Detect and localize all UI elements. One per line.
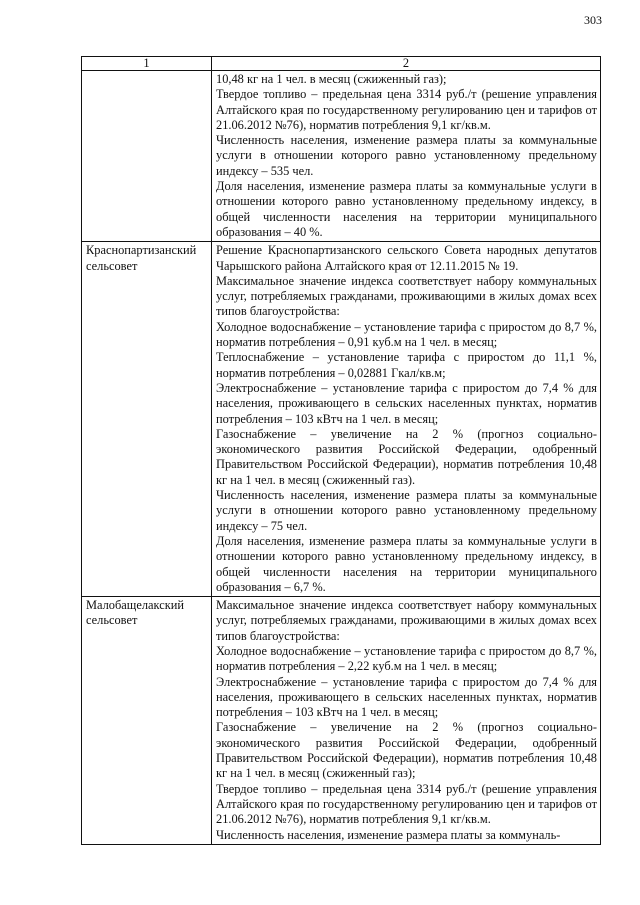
paragraph: Газоснабжение – увеличение на 2 % (прогноз социально-экономического развития Российской Федерации, одобренный Правительством Российской Федерации), норматив потребления 10,48 кг на 1 чел. в месяц (сжиженный газ).	[216, 426, 597, 487]
column-header-1: 1	[82, 57, 212, 71]
paragraph: Максимальное значение индекса соответствует набору коммунальных услуг, потребляемых гражданами, проживающими в жилых домах всех типов благоустройства:	[216, 273, 597, 319]
paragraph: Максимальное значение индекса соответствует набору коммунальных услуг, потребляемых гражданами, проживающими в жилых домах всех типов благоустройства:	[216, 598, 597, 643]
description-cell	[212, 597, 601, 845]
paragraph: Численность населения, изменение размера платы за коммунальные услуги в отношении которого равно установленному предельному индексу – 535 чел.	[216, 133, 597, 178]
paragraph: Теплоснабжение – установление тарифа с приростом до 11,1 %, норматив потребления – 0,02881 Гкал/кв.м;	[216, 350, 597, 380]
paragraph: Электроснабжение – установление тарифа с приростом до 7,4 % для населения, проживающего в сельских населенных пунктах, норматив потребления – 103 кВтч на 1 чел. в месяц;	[216, 674, 597, 720]
paragraph: 10,48 кг на 1 чел. в месяц (сжиженный газ);	[216, 72, 447, 86]
paragraph: Холодное водоснабжение – установление тарифа с приростом до 8,7 %, норматив потребления – 0,91 куб.м на 1 чел. в месяц;	[216, 319, 597, 350]
column-header-2: 2	[212, 57, 601, 71]
paragraph: Численность населения, изменение размера платы за коммуналь-	[216, 827, 561, 842]
municipality-name: Краснопартизанский сельсовет	[82, 242, 212, 597]
paragraph: Численность населения, изменение размера платы за коммунальные услуги в отношении которого равно установленному предельному индексу – 75 чел.	[216, 488, 597, 533]
paragraph: Решение Краснопартизанского сельского Совета народных депутатов Чарышского района Алтайского края от 12.11.2015 № 19.	[216, 243, 597, 273]
paragraph: Твердое топливо – предельная цена 3314 руб./т (решение управления Алтайского края по государственному регулированию цен и тарифов от 21.06.2012 №76), норматив потребления 9,1 кг/кв.м.	[216, 87, 597, 132]
paragraph: Электроснабжение – установление тарифа с приростом до 7,4 % для населения, проживающего в сельских населенных пунктах, норматив потребления – 103 кВтч на 1 чел. в месяц;	[216, 380, 597, 426]
table-header-row	[82, 57, 601, 71]
paragraph: Доля населения, изменение размера платы за коммунальные услуги в отношении которого равно установленному предельному индексу, в общей численности населения на территории муниципального образования – 6,7 %.	[216, 533, 597, 594]
paragraph: Твердое топливо – предельная цена 3314 руб./т (решение управления Алтайского края по государственному регулированию цен и тарифов от 21.06.2012 №76), норматив потребления 9,1 кг/кв.м.	[216, 781, 597, 827]
description-cell	[212, 242, 601, 597]
municipality-name: Малобащелакский сельсовет	[82, 597, 212, 845]
page-number: 303	[584, 13, 602, 27]
tariff-table	[81, 56, 601, 845]
paragraph: Газоснабжение – увеличение на 2 % (прогноз социально-экономического развития Российской Федерации, одобренный Правительством Российской Федерации), норматив потребления 10,48 кг на 1 чел. в месяц (сжиженный газ);	[216, 720, 597, 781]
table-row	[82, 242, 601, 597]
table-row	[82, 597, 601, 845]
paragraph: Доля населения, изменение размера платы за коммунальные услуги в отношении которого равно установленному предельному индексу, в общей численности населения на территории муниципального образования – 40 %.	[216, 179, 597, 239]
table-row	[82, 71, 601, 242]
municipality-name	[82, 71, 212, 242]
description-cell	[212, 71, 601, 242]
paragraph: Холодное водоснабжение – установление тарифа с приростом до 8,7 %, норматив потребления – 2,22 куб.м на 1 чел. в месяц;	[216, 643, 597, 674]
